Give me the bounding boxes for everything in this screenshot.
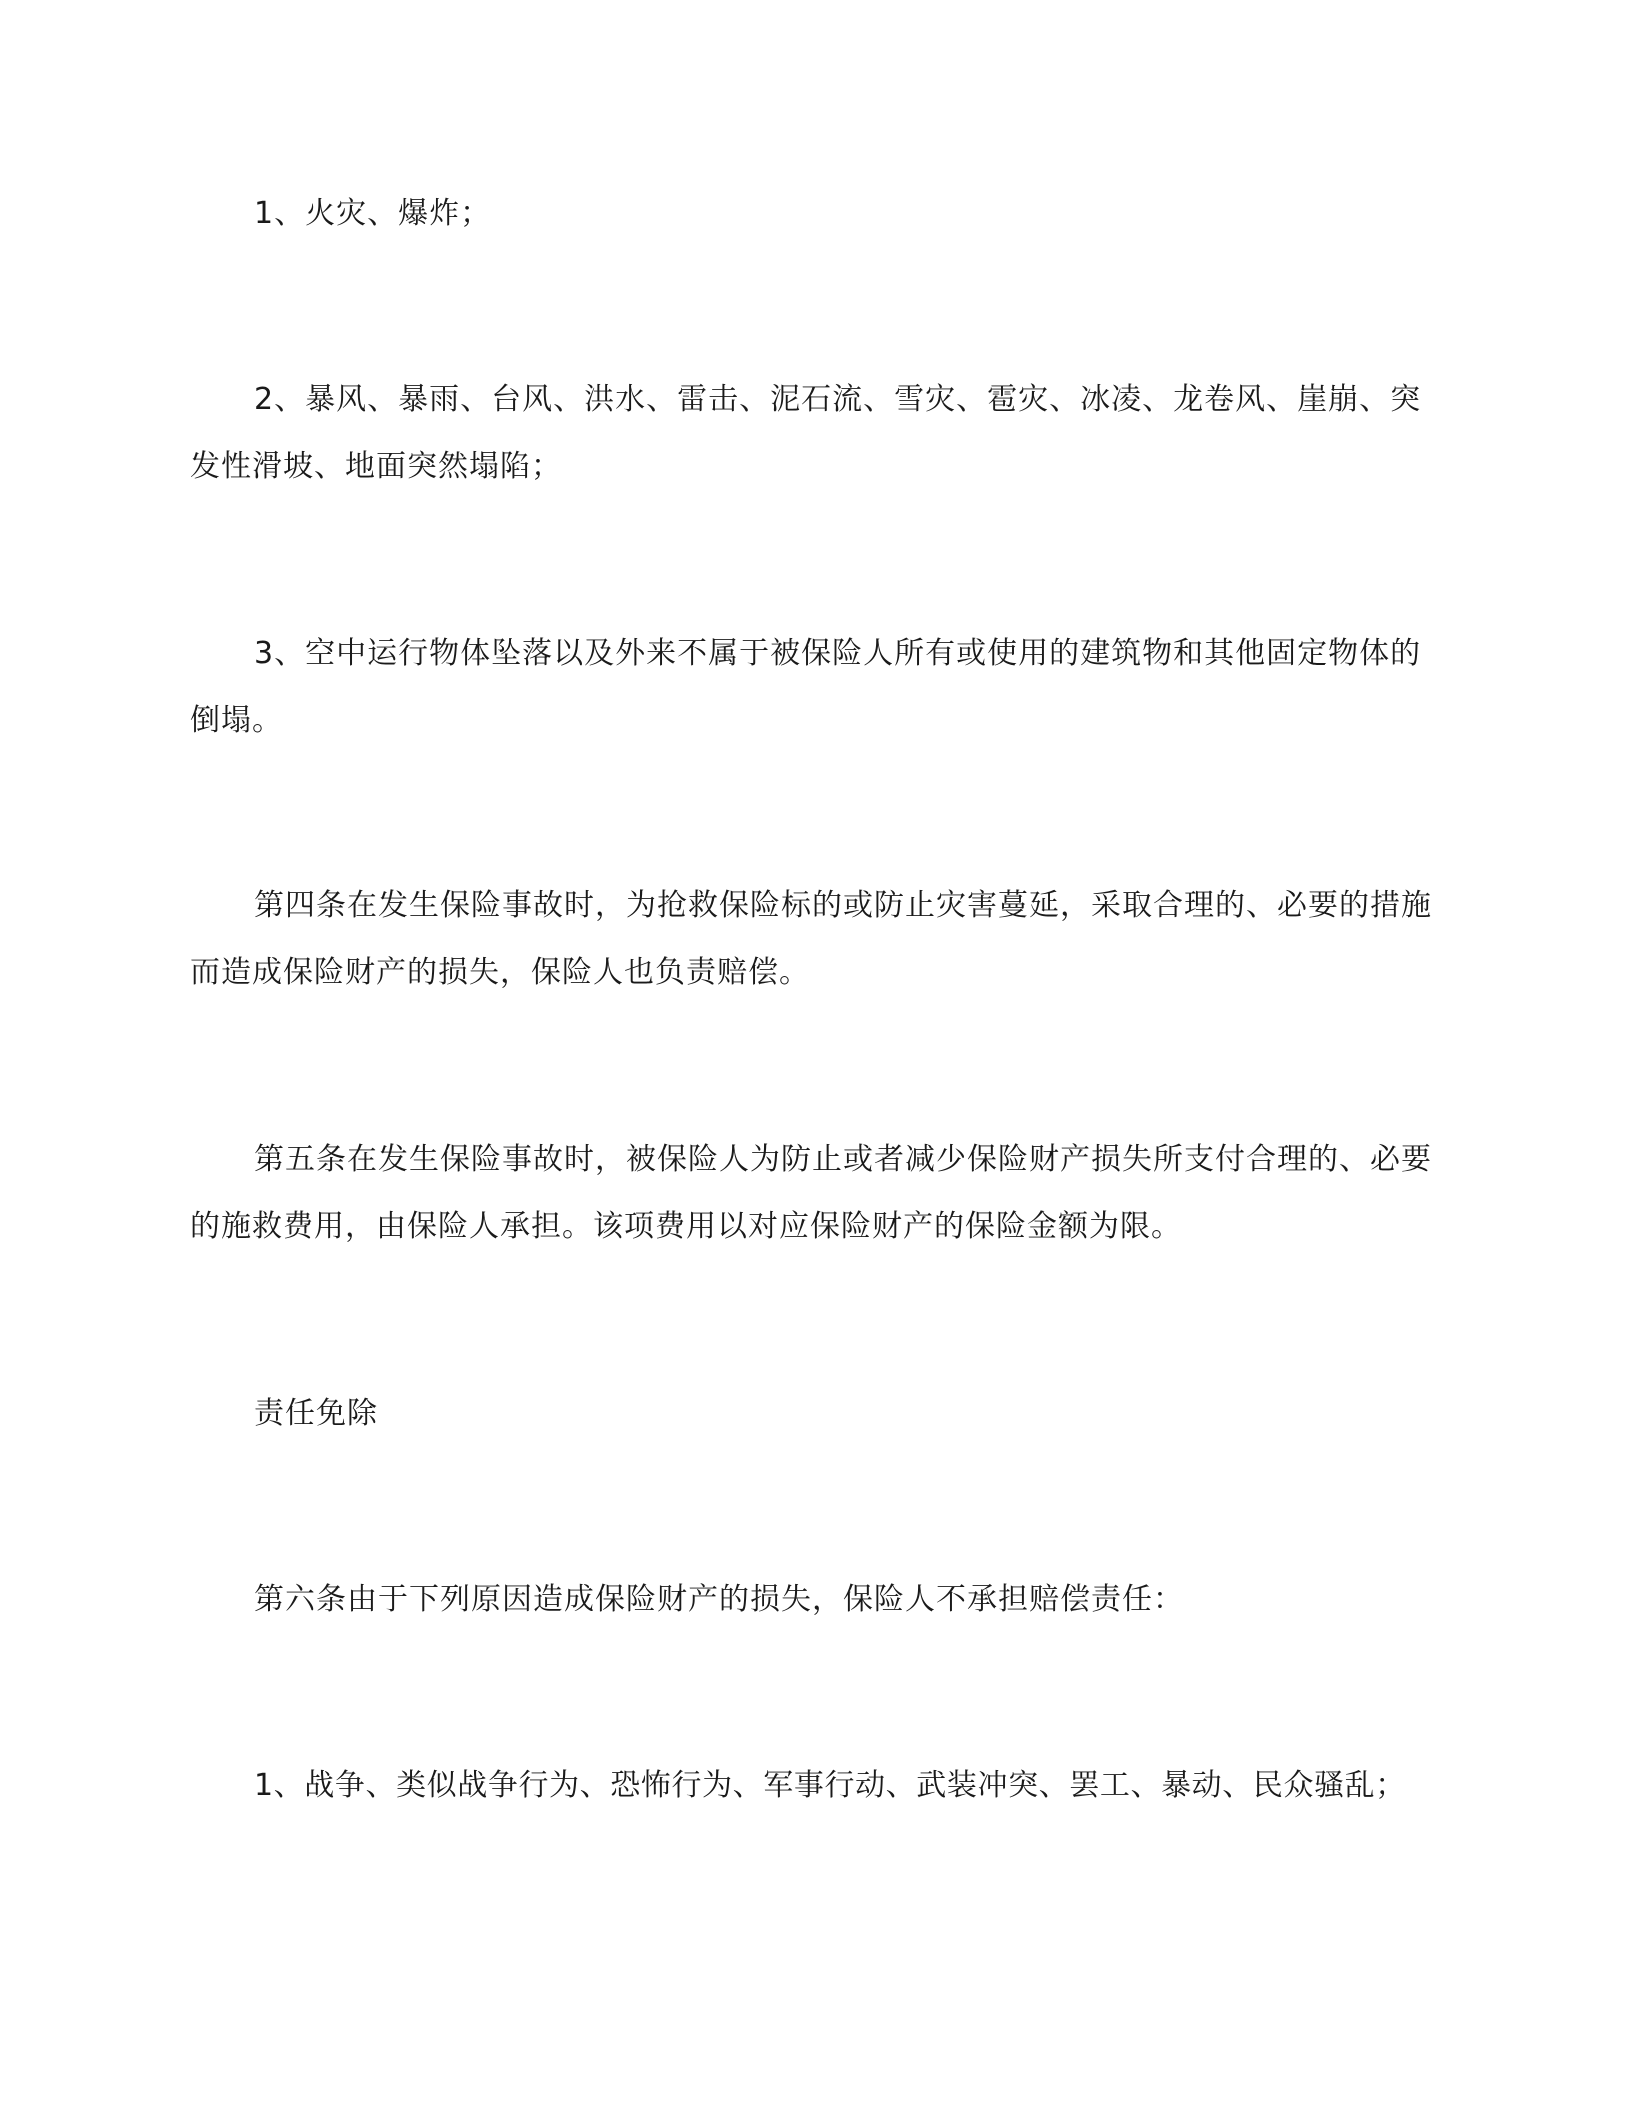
- section-heading-exclusions: 责任免除: [254, 1396, 378, 1431]
- article-4-paragraph: 第四条在发生保险事故时，为抢救保险标的或防止灾害蔓延，采取合理的、必要的措施而造成保险财产的损失，保险人也负责赔偿。: [190, 888, 1432, 990]
- list-item-falling-objects: 3、空中运行物体坠落以及外来不属于被保险人所有或使用的建筑物和其他固定物体的倒塌。: [190, 636, 1422, 738]
- article-6-paragraph: 第六条由于下列原因造成保险财产的损失，保险人不承担赔偿责任：: [254, 1582, 1184, 1617]
- list-item-natural-disasters: 2、暴风、暴雨、台风、洪水、雷击、泥石流、雪灾、雹灾、冰凌、龙卷风、崖崩、突发性滑坡、地面突然塌陷；: [190, 382, 1422, 484]
- list-item-fire-explosion: 1、火灾、爆炸；: [254, 196, 492, 231]
- list-item-war-riot: 1、战争、类似战争行为、恐怖行为、军事行动、武装冲突、罢工、暴动、民众骚乱；: [254, 1768, 1406, 1803]
- article-5-paragraph: 第五条在发生保险事故时，被保险人为防止或者减少保险财产损失所支付合理的、必要的施救费用，由保险人承担。该项费用以对应保险财产的保险金额为限。: [190, 1142, 1432, 1244]
